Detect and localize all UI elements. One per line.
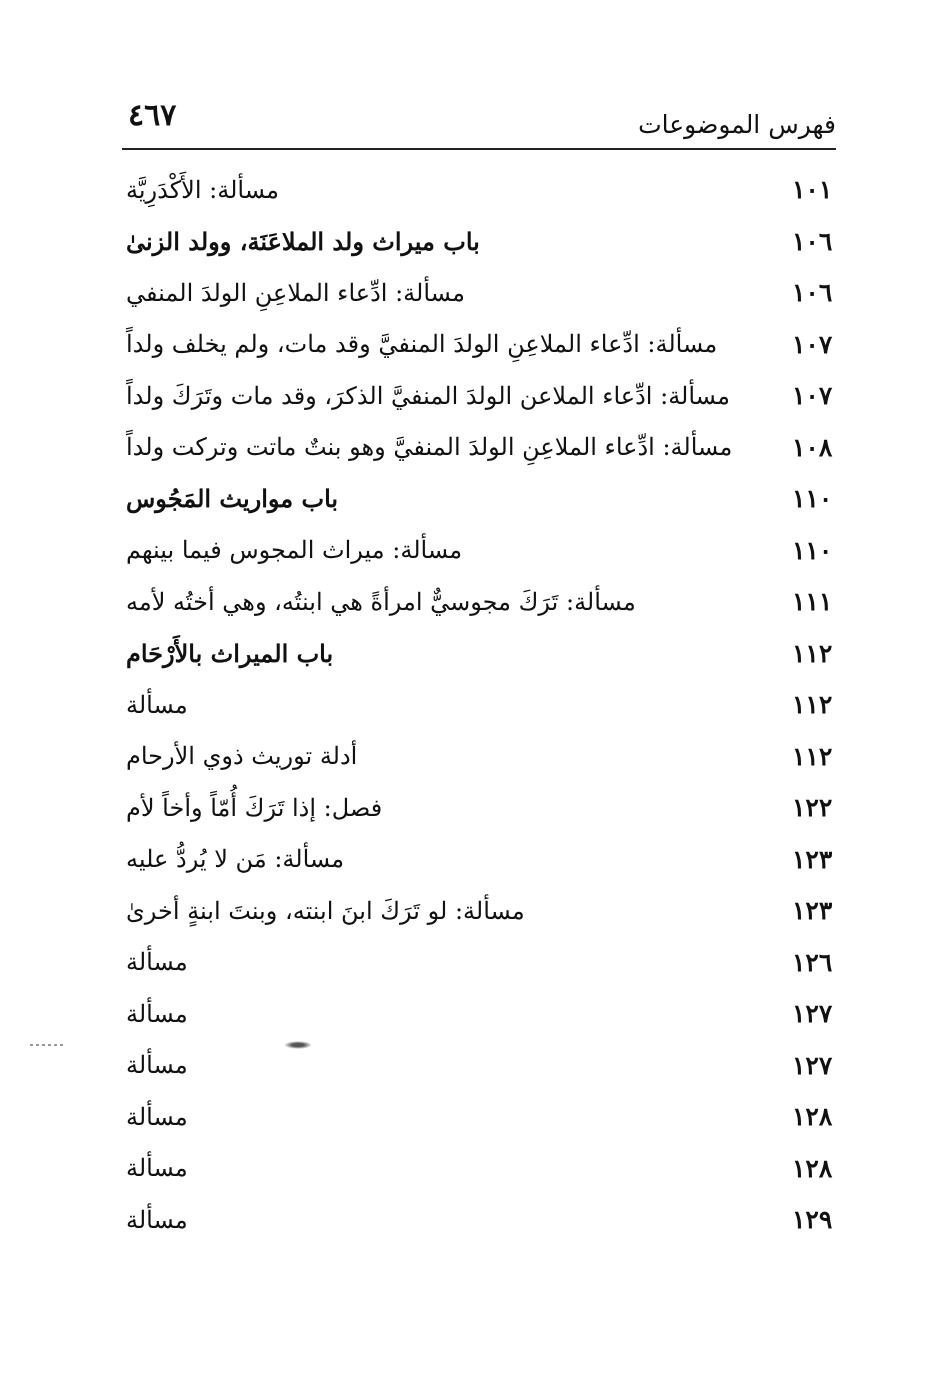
dot-leader: [192, 947, 788, 977]
dot-leader: [192, 1050, 788, 1080]
toc-page-number: ١٠٦: [792, 226, 833, 256]
toc-page-number: ١٢٨: [792, 1102, 833, 1132]
toc-page-number: ١٢٨: [792, 1153, 833, 1183]
toc-page-number: ١٠٨: [792, 432, 833, 462]
toc-page-number: ١٢٩: [792, 1205, 833, 1235]
toc-chapter-row: [122, 473, 836, 525]
toc-entry-row: [122, 834, 836, 886]
toc-page-number: ١٢٧: [792, 999, 833, 1029]
toc-page-number: ١١٠: [792, 535, 833, 565]
dot-leader: [529, 896, 788, 926]
toc-entry-row: [122, 422, 836, 474]
toc-entry-title: مسألة: ادِّعاء الملاعِنِ الولدَ المنفيَّ وهو بنتٌ ماتت وتركت ولداً: [126, 433, 733, 462]
toc-page-number: ١٢٦: [792, 947, 833, 977]
toc-entry-row: [122, 1143, 836, 1195]
toc-entry-title: مسألة: [126, 690, 188, 719]
toc-entry-row: [122, 319, 836, 371]
toc-entry-title: باب الميراث بالأَرْحَام: [126, 638, 334, 668]
toc-entry-title: مسألة: [126, 1205, 188, 1234]
toc-entry-title: مسألة: [126, 999, 188, 1028]
toc-entry-row: [122, 1040, 836, 1092]
toc-entry-row: [122, 267, 836, 319]
dot-leader: [192, 1205, 788, 1235]
dot-leader: [469, 278, 788, 308]
toc-page-number: ١١٢: [792, 690, 833, 720]
dot-leader: [721, 329, 788, 359]
toc-page-number: ١٠٦: [792, 278, 833, 308]
dot-leader: [337, 638, 788, 668]
toc-entry-row: [122, 576, 836, 628]
dot-leader: [283, 175, 788, 205]
running-title: فهرس الموضوعات: [638, 110, 836, 139]
toc-entry-title: مسألة: ادِّعاء الملاعِنِ الولدَ المنفيَّ وقد مات، ولم يخلف ولداً: [126, 330, 718, 359]
dot-leader: [386, 793, 788, 823]
toc-entry-title: مسألة: لو تَرَكَ ابنَ ابنته، وبنتَ ابنةٍ أخرىٰ: [126, 896, 525, 925]
toc-entry-title: مسألة: ادِّعاء الملاعِنِ الولدَ المنفي: [126, 278, 465, 307]
dot-leader: [192, 1102, 788, 1132]
toc-page-number: ١١٢: [792, 741, 833, 771]
dot-leader: [736, 432, 788, 462]
toc-page-number: ١٢٣: [792, 844, 833, 874]
dot-leader: [192, 1153, 788, 1183]
toc-entry-title: مسألة: [126, 1051, 188, 1080]
toc-page-number: ١٠١: [792, 175, 833, 205]
toc-entry-row: [122, 731, 836, 783]
toc-chapter-row: [122, 216, 836, 268]
dot-leader: [466, 535, 788, 565]
scan-margin-mark: [30, 1044, 64, 1046]
toc-entry-row: [122, 1194, 836, 1246]
toc-entry-title: مسألة: [126, 948, 188, 977]
toc-page-number: ١٠٧: [792, 381, 833, 411]
toc-entry-row: [122, 679, 836, 731]
toc-page-number: ١٢٢: [792, 793, 833, 823]
page-number: ٤٦٧: [128, 98, 177, 133]
dot-leader: [192, 690, 788, 720]
toc-entry-row: [122, 988, 836, 1040]
toc-entry-title: مسألة: تَرَكَ مجوسيٌّ امرأةً هي ابنتُه، وهي أختُه لأمه: [126, 587, 636, 616]
toc-chapter-row: [122, 628, 836, 680]
scan-speck: [284, 1041, 312, 1049]
toc-page-number: ١٢٧: [792, 1050, 833, 1080]
toc-page-number: ١١١: [792, 587, 833, 617]
toc-entry-title: مسألة: ادِّعاء الملاعن الولدَ المنفيَّ الذكرَ، وقد مات وتَرَكَ ولداً: [126, 381, 730, 410]
toc-entry-title: مسألة: ميراث المجوس فيما بينهم: [126, 536, 463, 565]
toc-entry-row: [122, 1091, 836, 1143]
toc-entry-title: مسألة: [126, 1154, 188, 1183]
toc-entry-title: باب مواريث المَجُوس: [126, 484, 339, 514]
toc-entry-title: مسألة: [126, 1102, 188, 1131]
toc-entry-title: أدلة توريث ذوي الأرحام: [126, 742, 358, 771]
dot-leader: [734, 381, 788, 411]
dot-leader: [348, 844, 788, 874]
dot-leader: [640, 587, 788, 617]
toc-entry-title: فصل: إذا تَرَكَ أُمّاً وأخاً لأم: [126, 793, 383, 822]
toc-entry-row: [122, 164, 836, 216]
toc-entry-row: [122, 370, 836, 422]
toc-entry-row: [122, 782, 836, 834]
toc-entry-row: [122, 525, 836, 577]
toc-entry-title: باب ميراث ولد الملاعَنَة، وولد الزنىٰ: [126, 226, 480, 256]
toc-page-number: ١١٢: [792, 638, 833, 668]
table-of-contents: [122, 164, 836, 1246]
toc-entry-row: [122, 885, 836, 937]
dot-leader: [192, 999, 788, 1029]
toc-page-number: ١٠٧: [792, 329, 833, 359]
toc-page-number: ١١٠: [792, 484, 833, 514]
dot-leader: [484, 226, 788, 256]
toc-entry-title: مسألة: مَن لا يُردُّ عليه: [126, 845, 345, 874]
toc-page-number: ١٢٣: [792, 896, 833, 926]
dot-leader: [361, 741, 788, 771]
toc-entry-title: مسألة: الأَكْدَرِيَّة: [126, 175, 279, 204]
page-header: [122, 96, 836, 150]
toc-entry-row: [122, 937, 836, 989]
dot-leader: [342, 484, 788, 514]
